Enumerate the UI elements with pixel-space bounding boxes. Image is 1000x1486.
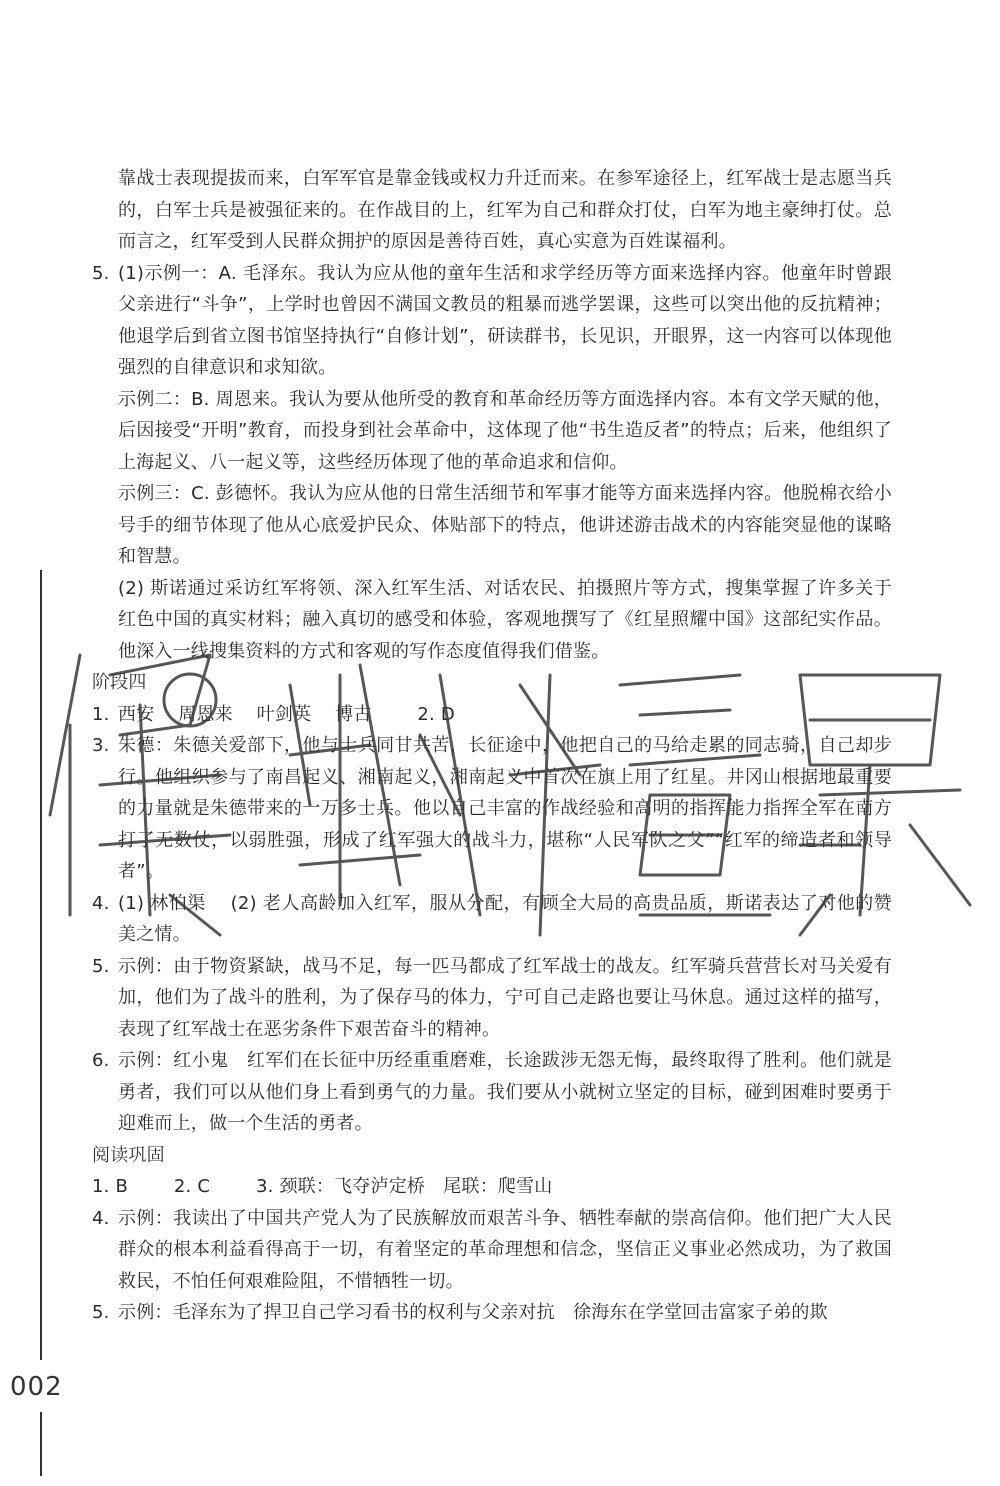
left-margin-rule-lower xyxy=(40,1412,42,1476)
stage4-question-6 xyxy=(92,1045,892,1140)
answer-content xyxy=(92,163,892,1329)
question-number: 5. xyxy=(92,955,110,977)
question-5 xyxy=(92,258,892,668)
answer-bo-gu: 博古 xyxy=(335,703,372,725)
question-4-answer: (1) 林伯渠 (2) 老人高龄加入红军，服从分配，有顾全大局的高贵品质，斯诺表达了对他的赞美之情。 xyxy=(118,892,892,945)
example-two: 示例二：B. 周恩来。我认为要从他所受的教育和革命经历等方面选择内容。本有文学天赋的他，后因接受“开明”教育，而投身到社会革命中，这体现了他“书生造反者”的特点；后来，他组织了上海起义、八一起义等，这些经历体现了他的革命追求和信仰。 xyxy=(118,388,892,473)
left-margin-rule xyxy=(40,570,42,1360)
stage4-question-5 xyxy=(92,951,892,1046)
question-number: 4. xyxy=(92,892,110,914)
answer-ye-jianying: 叶剑英 xyxy=(256,703,312,725)
continued-paragraph: 靠战士表现提拔而来，白军军官是靠金钱或权力升迁而来。在参军途径上，红军战士是志愿当兵的，白军士兵是被强征来的。在作战目的上，红军为自己和群众打仗，白军为地主豪绅打仗。总而言之，红军受到人民群众拥护的原因是善待百姓，真心实意为百姓谋福利。 xyxy=(118,168,892,252)
question-6-answer: 示例：红小鬼 红军们在长征中历经重重磨难，长途跋涉无怨无悔，最终取得了胜利。他们就是勇者，我们可以从他们身上看到勇气的力量。我们要从小就树立坚定的目标，碰到困难时要勇于迎难而上，做一个生活的勇者。 xyxy=(118,1050,892,1134)
question-number: 6. xyxy=(92,1050,110,1071)
question-5-part-2: (2) 斯诺通过采访红军将领、深入红军生活、对话农民、拍摄照片等方式，搜集掌握了许多关于红色中国的真实材料；融入真切的感受和体验，客观地撰写了《红星照耀中国》这部纪实作品。他深入一线搜集资料的方式和客观的写作态度值得我们借鉴。 xyxy=(118,577,892,662)
reading-q5-answer: 示例：毛泽东为了捍卫自己学习看书的权利与父亲对抗 徐海东在学堂回击富家子弟的欺 xyxy=(118,1302,828,1323)
question-number: 5. xyxy=(92,262,110,284)
question-number: 1. xyxy=(92,703,110,725)
question-number: 3. xyxy=(92,735,110,756)
reading-q4-answer: 示例：我读出了中国共产党人为了民族解放而艰苦斗争、牺牲奉献的崇高信仰。他们把广大人民群众的根本利益看得高于一切，有着坚定的革命理想和信念，坚信正义事业必然成功，为了救国救民，不怕任何艰难险阻，不惜牺牲一切。 xyxy=(118,1207,892,1292)
reading-questions-1-3 xyxy=(92,1171,892,1203)
section-heading-stage4: 阶段四 xyxy=(92,672,147,693)
stage4-question-1-2 xyxy=(92,699,892,731)
stage4-question-4 xyxy=(92,888,892,951)
reading-question-5 xyxy=(92,1297,892,1329)
reading-q3-answer: 3. 颈联：飞夺泸定桥 尾联：爬雪山 xyxy=(256,1176,553,1197)
question-3-answer: 朱德：朱德关爱部下，他与士兵同甘共苦，长征途中，他把自己的马给走累的同志骑，自己却步行。他组织参与了南昌起义、湘南起义，湘南起义中首次在旗上用了红星。井冈山根据地最重要的力量就是朱德带来的一万多士兵。他以自己丰富的作战经验和高明的指挥能力指挥全军在南方打了无数仗，以弱胜强，形成了红军强大的战斗力，堪称“人民军队之父”“红军的缔造者和领导者”。 xyxy=(118,735,892,882)
example-one: (1)示例一：A. 毛泽东。我认为应从他的童年生活和求学经历等方面来选择内容。他童年时曾跟父亲进行“斗争”，上学时也曾因不满国文教员的粗暴而逃学罢课，这些可以突出他的反抗精神；他退学后到省立图书馆坚持执行“自修计划”，研读群书，长见识，开眼界，这一内容可以体现他强烈的自律意识和求知欲。 xyxy=(118,262,892,378)
answer-xian: 西安 xyxy=(118,703,155,725)
example-three: 示例三：C. 彭德怀。我认为应从他的日常生活细节和军事才能等方面来选择内容。他脱棉衣给小号手的细节体现了他从心底爱护民众、体贴部下的特点，他讲述游击战术的内容能突显他的谋略和智慧。 xyxy=(118,483,892,567)
question-5-answer: 示例：由于物资紧缺，战马不足，每一匹马都成了红军战士的战友。红军骑兵营营长对马关爱有加，他们为了战斗的胜利，为了保存马的体力，宁可自己走路也要让马休息。通过这样的描写，表现了红军战士在恶劣条件下艰苦奋斗的精神。 xyxy=(118,955,892,1040)
reading-q1-answer: 1. B xyxy=(92,1176,129,1197)
answer-zhou-enlai: 周恩来 xyxy=(178,703,233,725)
question-number: 4. xyxy=(92,1207,110,1229)
reading-q2-answer: 2. C xyxy=(173,1176,211,1197)
reading-question-4 xyxy=(92,1203,892,1298)
stage4-question-3 xyxy=(92,730,892,888)
section-heading-reading: 阅读巩固 xyxy=(92,1144,165,1166)
question-2-answer: 2. D xyxy=(417,703,455,725)
page-number: 002 xyxy=(10,1372,63,1402)
question-number: 5. xyxy=(92,1302,110,1323)
